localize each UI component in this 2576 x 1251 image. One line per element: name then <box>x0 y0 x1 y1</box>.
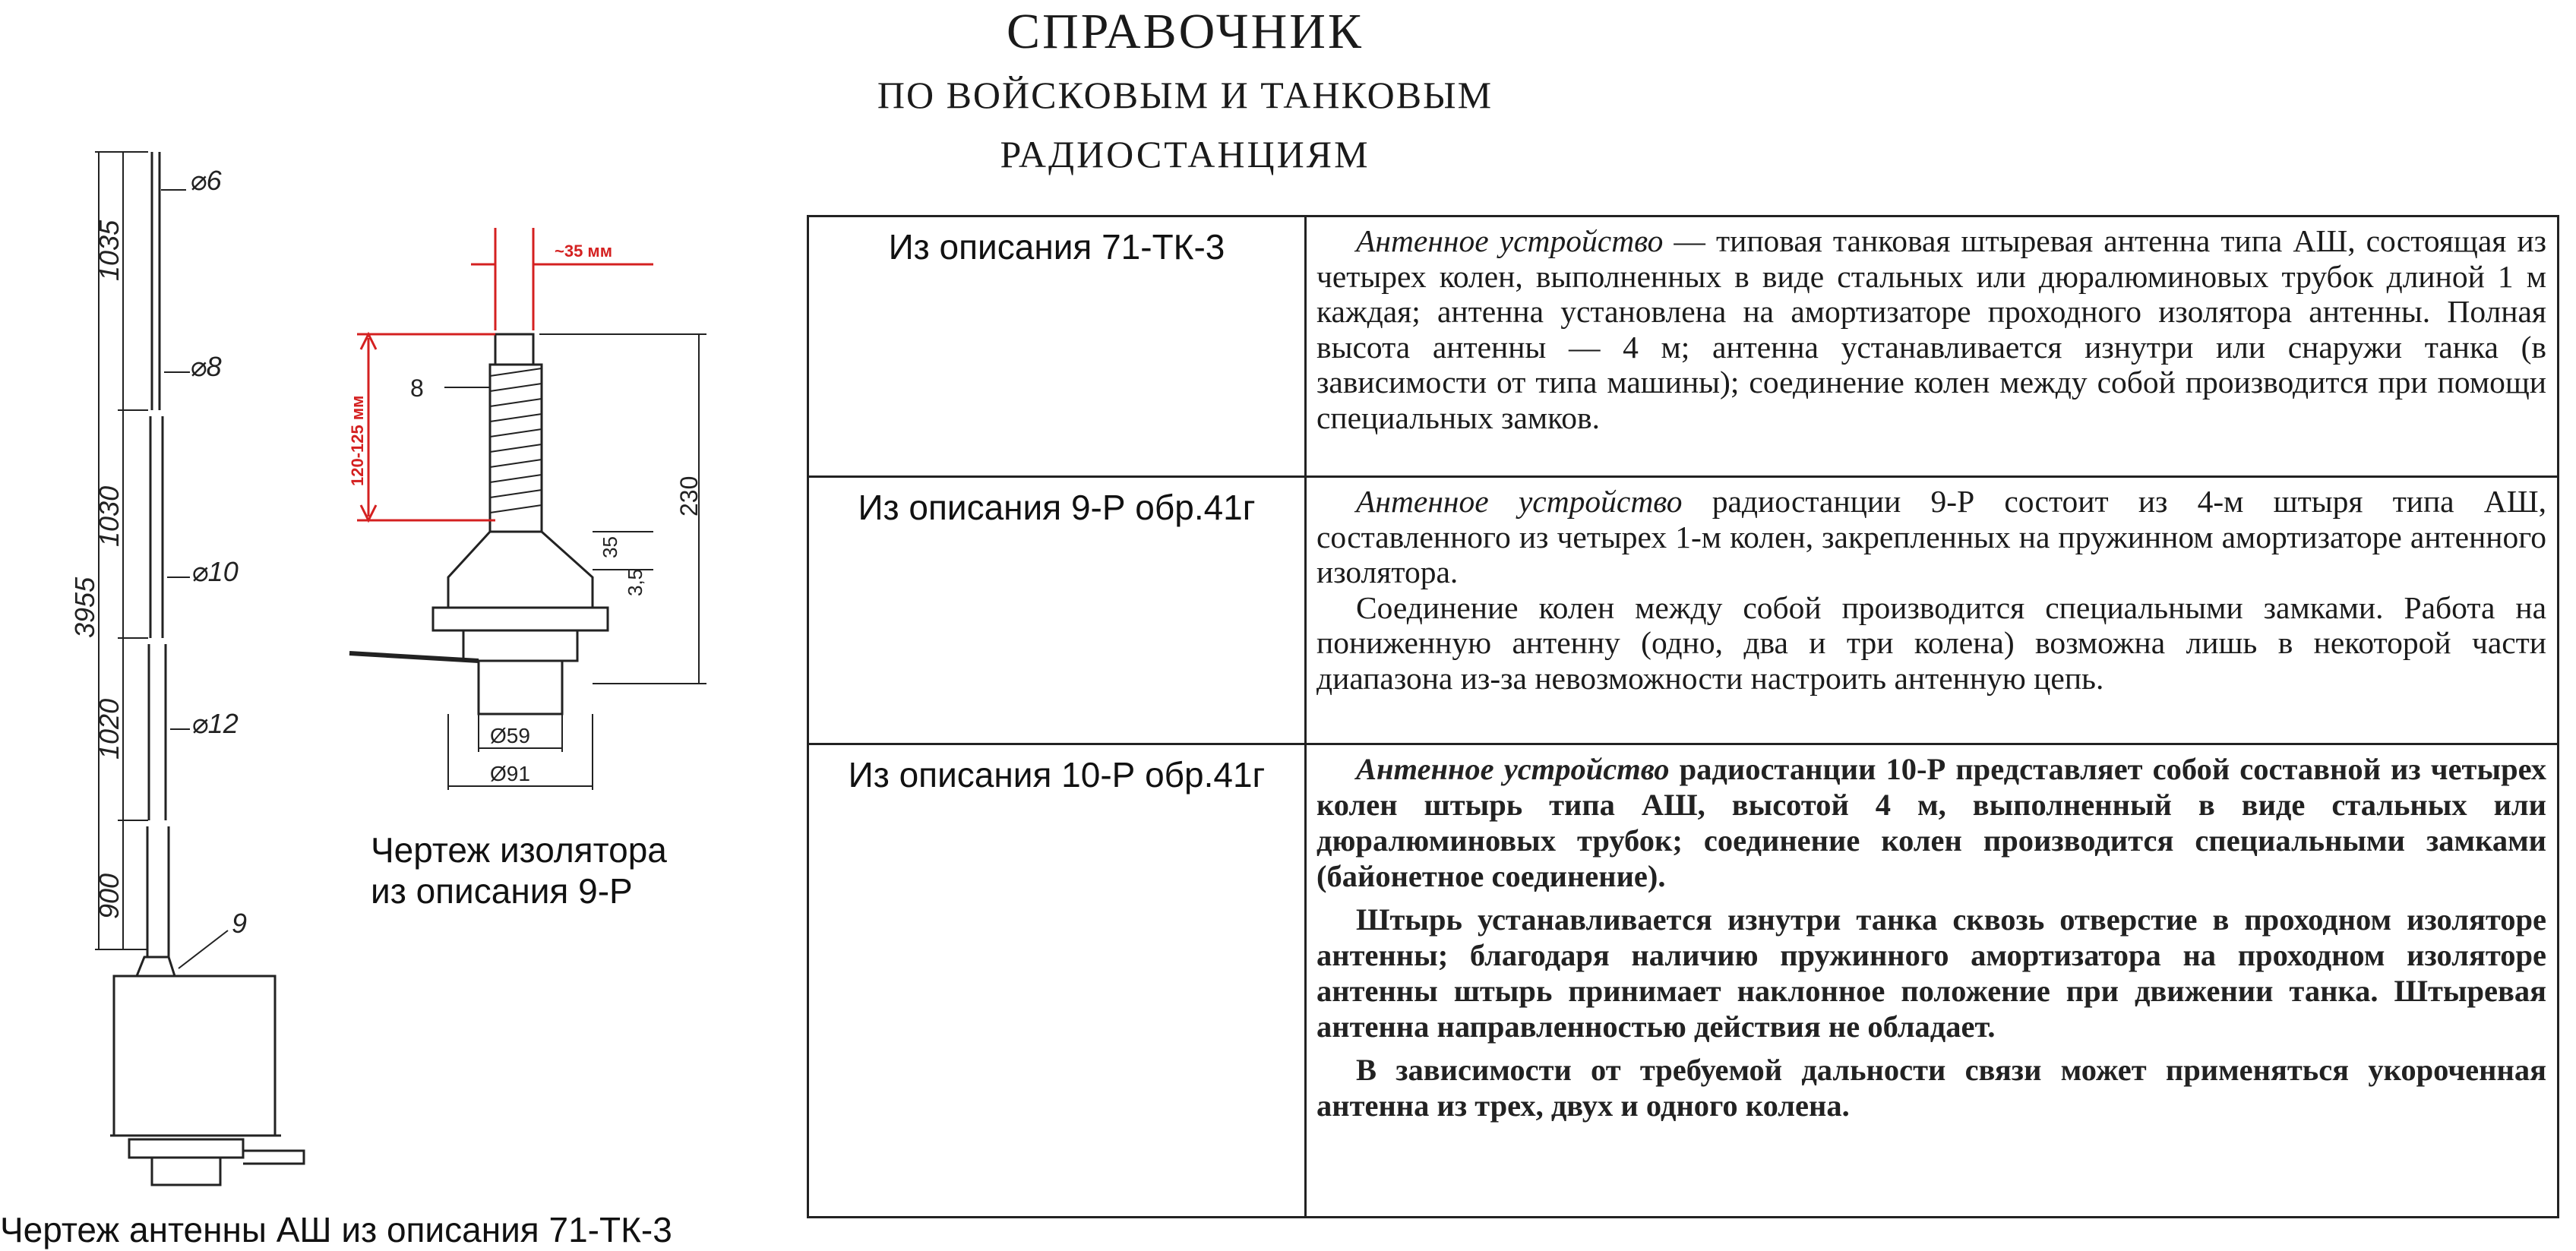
antenna-dim-d6: ⌀6 <box>190 165 222 196</box>
antenna-drawing <box>69 91 334 1208</box>
description-paragraph: Штырь устанавливается изнутри танка сквозь отверстие в проходном изоляторе антенны; благодаря наличию пружинного амортизатора на проходном изоляторе антенны штырь принимает наклонное положение при движении танка. Штыревая антенна направленностью действия не обладает. <box>1316 902 2546 1044</box>
book-title: СПРАВОЧНИК <box>1007 4 1364 59</box>
comparison-table <box>807 215 2559 1218</box>
row-description <box>1316 223 2546 471</box>
row-description <box>1316 751 2546 1212</box>
paragraph-text: радиостанции 10-Р представляет собой составной из четырех колен штырь типа АШ, высотой 4 м, выполненный в виде стальных или дюралюминовых трубок; соединение колен производится специальными замками (байонетное соединение). <box>1316 752 2547 893</box>
isolator-dim-35mm: ~35 мм <box>555 242 612 261</box>
isolator-caption-line1: Чертеж изолятора <box>371 830 667 870</box>
antenna-caption: Чертеж антенны АШ из описания 71-ТК-3 <box>0 1210 672 1249</box>
isolator-dim-3-5: 3,5 <box>624 568 646 596</box>
isolator-caption <box>371 829 766 911</box>
row-source-label: Из описания 10-Р обр.41г <box>809 745 1307 1216</box>
lead-term: Антенное устройство <box>1356 484 1683 519</box>
description-paragraph <box>1316 751 2546 894</box>
antenna-dim-1030: 1030 <box>93 485 125 547</box>
lead-term: Антенное устройство <box>1356 752 1670 786</box>
description-paragraph: Соединение колен между собой производится специальными замками. Работа на пониженную антенну (одно, два и три колена) возможна лишь в некоторой части диапазона из-за невозможности настроить антенную цепь. <box>1316 589 2546 696</box>
isolator-dim-d91: Ø91 <box>490 762 530 785</box>
antenna-dim-d8: ⌀8 <box>190 351 222 382</box>
paragraph-text: — типовая танковая штыревая антенна типа АШ, состоящая из четырех колен, выполненных в виде стальных или дюралюминовых трубок длиной 1 м каждая; антенна установлена на амортизаторе проходного изолятора антенны. Полная высота антенны — 4 м; антенна устанавливается изнутри или снаружи танка (в зависимости от типа машины); соединение колен между собой производится при помощи специальных замков. <box>1316 223 2546 435</box>
description-paragraph: В зависимости от требуемой дальности связи может применяться укороченная антенна из трех, двух и одного колена. <box>1316 1053 2546 1123</box>
row-source-label: Из описания 71-ТК-3 <box>809 217 1307 475</box>
isolator-part-8: 8 <box>410 374 424 402</box>
isolator-dim-d59: Ø59 <box>490 724 530 747</box>
antenna-dim-d12: ⌀12 <box>191 708 239 739</box>
table-row <box>809 217 2557 478</box>
row-source-label: Из описания 9-Р обр.41г <box>809 478 1307 743</box>
isolator-dim-thread: 120-125 мм <box>348 395 367 486</box>
isolator-dim-35: 35 <box>599 536 621 558</box>
description-paragraph <box>1316 223 2546 435</box>
antenna-part-9: 9 <box>232 908 248 939</box>
book-subtitle-1: ПО ВОЙСКОВЫМ И ТАНКОВЫМ <box>877 74 1493 116</box>
table-row <box>809 745 2557 1216</box>
antenna-dim-900: 900 <box>93 873 125 919</box>
antenna-dim-3955: 3955 <box>69 577 100 638</box>
lead-term: Антенное устройство <box>1356 223 1664 258</box>
book-subtitle-2: РАДИОСТАНЦИЯМ <box>1000 133 1370 175</box>
isolator-dim-230: 230 <box>675 475 703 517</box>
isolator-caption-line2: из описания 9-Р <box>371 871 633 911</box>
description-paragraph <box>1316 484 2546 590</box>
antenna-dim-1035: 1035 <box>93 220 125 281</box>
antenna-dim-1020: 1020 <box>93 698 125 760</box>
antenna-dim-d10: ⌀10 <box>191 556 239 587</box>
table-row <box>809 478 2557 745</box>
paragraph-text: радиостанции 9-Р состоит из 4-м штыря типа АШ, составленного из четырех 1-м колен, закрепленных на пружинном амортизаторе антенного изолятора. <box>1316 484 2546 589</box>
isolator-drawing <box>334 213 760 805</box>
row-description <box>1316 484 2546 738</box>
